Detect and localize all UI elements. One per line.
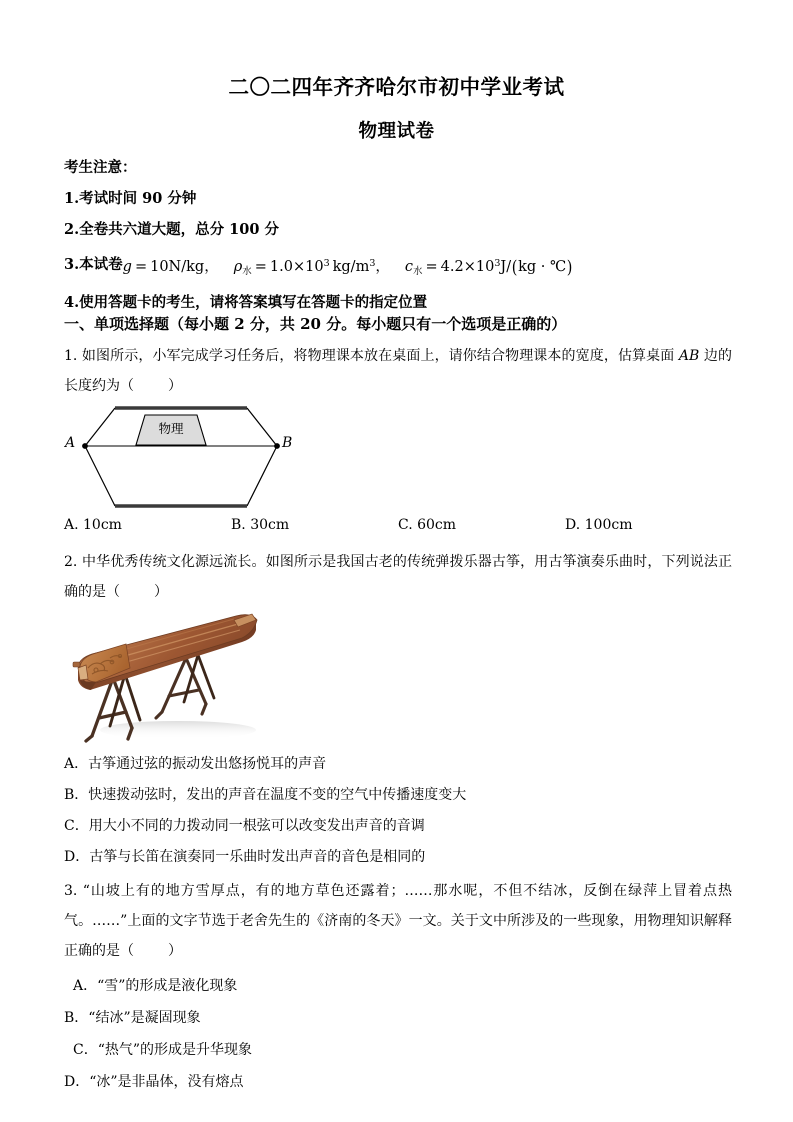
desk-lower-left-slant: [85, 446, 115, 506]
notice-heading: 考生注意：: [64, 159, 137, 176]
point-b-dot: [274, 443, 280, 449]
guzheng-nut-left: [78, 665, 88, 680]
guzheng-svg: [66, 608, 281, 746]
notice-item-3: [64, 245, 744, 287]
guzheng-tuning-block: [73, 662, 80, 667]
question-1: [64, 341, 732, 401]
question-1-text-a: 如图所示，小军完成学习任务后，将物理课本放在桌面上，请你结合物理课本的宽度，估算桌面: [77, 348, 679, 364]
question-1-options: [64, 510, 732, 540]
question-3-text-end: ）: [168, 943, 182, 959]
desk-upper-left-slant: [85, 408, 115, 446]
gravity-value: 10N/kg: [150, 258, 205, 275]
question-1-option-d[interactable]: D. 100cm: [565, 517, 633, 533]
density-symbol: ρ: [233, 258, 243, 275]
question-2-option-c[interactable]: C．用大小不同的力拨动同一根弦可以改变发出声音的音调: [64, 818, 425, 834]
guzheng-ground-shadow: [100, 721, 256, 739]
question-2-option-b[interactable]: B．快速拨动弦时，发出的声音在温度不变的空气中传播速度变大: [64, 787, 467, 803]
question-3-option-c[interactable]: C．“热气”的形成是升华现象: [73, 1042, 253, 1058]
constants-comma-2: ，: [375, 258, 390, 275]
heat-capacity-unit: kg · ℃: [518, 258, 567, 275]
question-1-option-c[interactable]: C. 60cm: [398, 517, 457, 533]
heat-capacity-symbol: c: [404, 258, 413, 275]
question-2-number: 2.: [64, 554, 78, 570]
question-2: [64, 547, 732, 607]
figure-desk-diagram: [65, 405, 295, 513]
notice-item-3-prefix: 3.本试卷: [64, 255, 123, 273]
question-3-option-b[interactable]: B．“结冰”是凝固现象: [64, 1010, 201, 1026]
point-a-dot: [82, 443, 88, 449]
question-3-options: [64, 970, 732, 1098]
notice-item-2: 2.全卷共六道大题，总分 100 分: [64, 221, 279, 238]
close-paren: ): [566, 257, 573, 279]
question-2-options: [64, 749, 732, 873]
question-3-number: 3.: [64, 883, 78, 899]
physics-book-label: 物理: [158, 421, 184, 436]
figure-guzheng-photo: [66, 608, 281, 746]
section-heading-1: 一、单项选择题（每小题 2 分，共 20 分。每小题只有一个选项是正确的）: [64, 315, 567, 333]
open-paren: (: [511, 257, 518, 279]
question-1-option-b[interactable]: B. 30cm: [231, 517, 290, 533]
heat-capacity-exponent: 3: [494, 258, 501, 269]
question-1-option-a[interactable]: A. 10cm: [64, 517, 122, 533]
page-title: 二〇二四年齐齐哈尔市初中学业考试: [228, 75, 565, 99]
heat-capacity-unit-prefix: J/: [500, 258, 512, 275]
question-1-text-end: ）: [168, 378, 182, 394]
physics-constants: g = 10N/kg， $\rho_水 = 1.0\times 10^3$ $kg/m^3$， $c_水 = 4.2\times 10^3J/(kg$ · ℃): [123, 259, 574, 275]
desk-upper-right-slant: [247, 408, 277, 446]
desk-lower-right-slant: [247, 446, 277, 506]
point-a-label: A: [65, 435, 76, 451]
heat-capacity-value: 4.2×10: [440, 258, 495, 275]
constants-comma-1: ，: [204, 258, 219, 275]
notice-item-4: 4.使用答题卡的考生，请将答案填写在答题卡的指定位置: [64, 293, 428, 311]
notice-item-1: 1.考试时间 90 分钟: [64, 190, 197, 207]
point-b-label: B: [282, 435, 293, 451]
question-3-option-d[interactable]: D．“冰”是非晶体，没有熔点: [64, 1074, 244, 1090]
density-subscript: 水: [242, 265, 252, 277]
density-value: 1.0×10: [269, 258, 324, 275]
density-unit: kg/m: [332, 258, 370, 275]
question-3-text: “山坡上有的地方雪厚点，有的地方草色还露着；……那水呢，不但不结冰，反倒在绿萍上冒着点热气。……”上面的文字节选于老舍先生的《济南的冬天》一文。关于文中所涉及的一些现象，用物理知识解释正确的是（: [64, 883, 732, 959]
gravity-symbol: g: [122, 258, 132, 275]
guzheng-right-stand: [156, 658, 206, 718]
heat-capacity-subscript: 水: [412, 265, 423, 277]
question-2-text: 中华优秀传统文化源远流长。如图所示是我国古老的传统弹拨乐器古筝，用古筝演奏乐曲时，下列说法正确的是（: [64, 554, 732, 600]
question-3: [64, 876, 732, 966]
question-2-text-end: ）: [154, 584, 168, 600]
question-1-number: 1.: [64, 348, 78, 364]
page-subtitle: 物理试卷: [358, 121, 435, 142]
question-2-option-d[interactable]: D．古筝与长笛在演奏同一乐曲时发出声音的音色是相同的: [64, 849, 426, 865]
question-2-option-a[interactable]: A．古筝通过弦的振动发出悠扬悦耳的声音: [64, 756, 327, 772]
density-exponent: 3: [323, 258, 330, 269]
question-1-text-b: 边的长度约为（: [64, 348, 732, 394]
candidate-notice: [64, 152, 744, 318]
question-1-edge-label: AB: [678, 348, 700, 364]
question-3-option-a[interactable]: A．“雪”的形成是液化现象: [73, 978, 238, 994]
density-unit-exponent: 3: [369, 258, 376, 269]
